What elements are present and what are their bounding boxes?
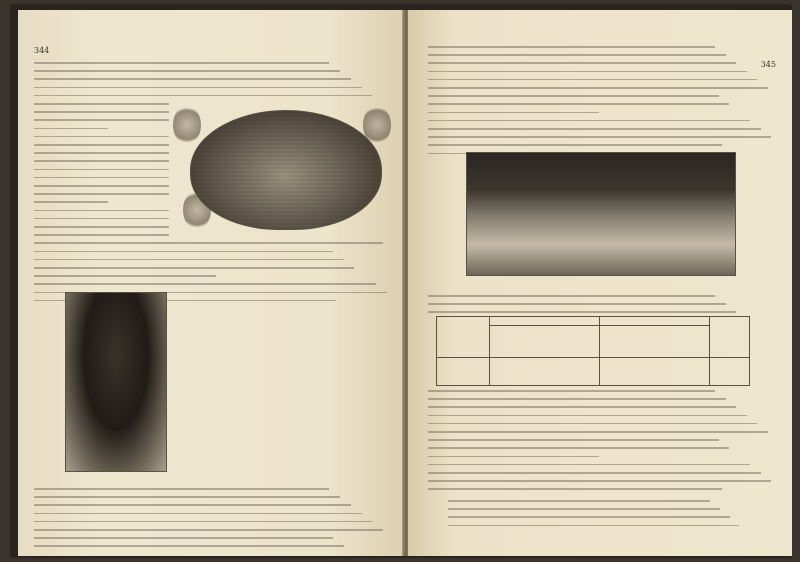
text-line: [428, 62, 736, 64]
text-line: [34, 545, 344, 547]
text-line: [34, 136, 169, 138]
text-line: [428, 87, 768, 89]
text-line: [428, 103, 729, 105]
text-line: [34, 259, 344, 261]
text-line: [428, 112, 599, 114]
text-line: [428, 431, 768, 433]
text-line: [34, 95, 372, 97]
figure-gypsy-village-photo: [466, 152, 736, 276]
text-line: [428, 144, 722, 146]
text-line: [428, 406, 736, 408]
text-line: [34, 504, 351, 506]
text-line: [34, 488, 329, 490]
text-line: [428, 447, 729, 449]
left-page-number: 344: [34, 46, 50, 55]
floral-ornament: [173, 105, 201, 145]
text-line: [428, 136, 771, 138]
text-line: [34, 62, 329, 64]
text-line: [428, 398, 726, 400]
text-line: [34, 210, 169, 212]
text-line: [34, 70, 340, 72]
text-line: [34, 529, 383, 531]
right-page-number: 345: [760, 60, 776, 69]
text-line: [34, 283, 376, 285]
left-page: [18, 10, 404, 556]
text-line: [428, 488, 722, 490]
text-line: [448, 525, 739, 527]
text-line: [34, 144, 169, 146]
text-line: [428, 79, 757, 81]
figure-gypsy-caravan-photo: [190, 110, 382, 230]
text-line: [428, 54, 726, 56]
text-line: [448, 508, 720, 510]
right-text-block-bottom: [428, 390, 778, 490]
book-spread: [10, 4, 792, 558]
text-line: [428, 303, 726, 305]
text-line: [34, 513, 362, 515]
text-line: [428, 480, 771, 482]
text-line: [34, 152, 169, 154]
text-line: [428, 311, 736, 313]
text-line: [34, 521, 372, 523]
text-line: [34, 169, 169, 171]
text-line: [34, 537, 333, 539]
text-line: [34, 87, 362, 89]
text-line: [428, 95, 719, 97]
text-line: [428, 472, 761, 474]
right-page: [408, 10, 792, 556]
right-text-block-middle: [428, 295, 778, 315]
text-line: [428, 423, 757, 425]
text-line: [428, 71, 747, 73]
text-line: [428, 120, 750, 122]
right-text-block-top: [428, 46, 778, 156]
text-line: [34, 103, 169, 105]
text-line: [34, 128, 108, 130]
text-line: [428, 295, 715, 297]
text-line: [34, 160, 169, 162]
text-line: [34, 201, 108, 203]
text-line: [34, 119, 169, 121]
text-line: [428, 456, 599, 458]
population-table: [436, 316, 750, 386]
text-line: [34, 185, 169, 187]
text-line: [34, 251, 333, 253]
left-text-block-bottom: [34, 488, 394, 548]
text-line: [34, 242, 383, 244]
right-footnotes: [448, 500, 768, 526]
text-line: [428, 46, 715, 48]
text-line: [448, 516, 730, 518]
text-line: [34, 78, 351, 80]
text-line: [34, 496, 340, 498]
figure-gypsy-woman-portrait: [65, 292, 167, 472]
text-line: [34, 177, 169, 179]
text-line: [34, 267, 354, 269]
text-line: [428, 439, 719, 441]
text-line: [34, 193, 169, 195]
text-line: [428, 464, 750, 466]
text-line: [34, 111, 169, 113]
text-line: [428, 390, 715, 392]
text-line: [34, 218, 169, 220]
text-line: [428, 128, 761, 130]
text-line: [448, 500, 710, 502]
text-line: [34, 234, 169, 236]
text-line: [428, 415, 747, 417]
text-line: [34, 226, 169, 228]
text-line: [34, 275, 216, 277]
